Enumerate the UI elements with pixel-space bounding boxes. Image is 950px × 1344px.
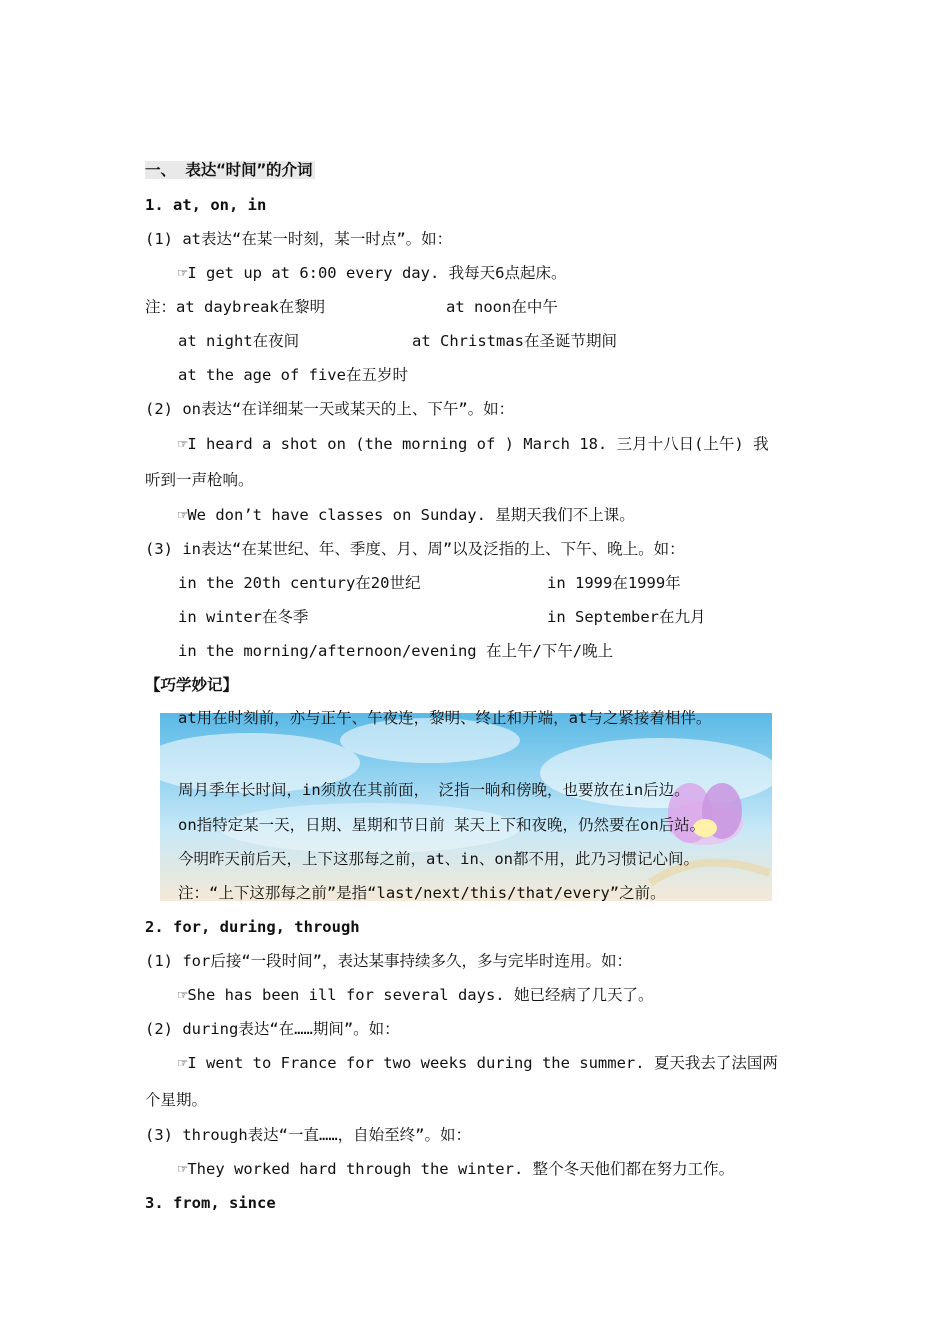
at-example: ☞I get up at 6:00 every day. 我每天6点起床。 [178,264,567,282]
memo-line-3: on指特定某一天，日期、星期和节日前 某天上下和夜晚，仍然要在on后站。 [178,816,706,834]
note-row2-right: at Christmas在圣诞节期间 [412,332,617,350]
memo-line-1: at用在时刻前，亦与正午、午夜连，黎明、终止和开端，at与之紧接着相伴。 [178,709,712,727]
on-example-1b: 听到一声枪响。 [145,471,254,489]
on-example-1a: ☞I heard a shot on (the morning of ) March 18. 三月十八日(上午) 我 [178,435,769,453]
through-example: ☞They worked hard through the winter. 整个冬天他们都在努力工作。 [178,1160,735,1178]
in-rule: (3) in表达“在某世纪、年、季度、月、周”以及泛指的上、下午、晚上。如： [145,540,685,558]
on-rule: (2) on表达“在详细某一天或某天的上、下午”。如： [145,400,515,418]
in-row2-right: in September在九月 [547,608,706,626]
note-row1-left: 注：at daybreak在黎明 [145,298,326,316]
memo-line-2: 周月季年长时间，in须放在其前面， 泛指一晌和傍晚，也要放在in后边。 [178,781,690,799]
during-example-b: 个星期。 [145,1091,208,1109]
during-rule: (2) during表达“在……期间”。如： [145,1020,400,1038]
for-rule: (1) for后接“一段时间”，表达某事持续多久，多与完毕时连用。如： [145,952,632,970]
at-rule: (1) at表达“在某一时刻，某一时点”。如： [145,230,453,248]
memo-title: 【巧学妙记】 [145,676,239,694]
note-row1-right: at noon在中午 [446,298,558,316]
in-row2-left: in winter在冬季 [178,608,309,626]
subsection-heading-3: 3. from, since [145,1194,276,1212]
memo-line-4: 今明昨天前后天，上下这那每之前，at、in、on都不用，此乃习惯记心间。 [178,850,699,868]
subsection-heading-1: 1. at, on, in [145,196,267,214]
subsection-heading-2: 2. for, during, through [145,918,360,936]
during-example-a: ☞I went to France for two weeks during the summer. 夏天我去了法国两 [178,1054,778,1072]
in-row1-left: in the 20th century在20世纪 [178,574,421,592]
note-row3: at the age of five在五岁时 [178,366,408,384]
memo-background-image [160,713,772,901]
through-rule: (3) through表达“一直……，自始至终”。如： [145,1126,471,1144]
in-row3: in the morning/afternoon/evening 在上午/下午/晚上 [178,642,614,660]
on-example-2: ☞We don’t have classes on Sunday. 星期天我们不上课。 [178,506,635,524]
section-title [145,159,315,181]
for-example: ☞She has been ill for several days. 她已经病了几天了。 [178,986,654,1004]
memo-line-5: 注：“上下这那每之前”是指“last/next/this/that/every”之前。 [178,884,666,902]
in-row1-right: in 1999在1999年 [547,574,681,592]
note-row2-left: at night在夜间 [178,332,300,350]
section-title-text: 一、 表达“时间”的介词 [145,161,313,179]
